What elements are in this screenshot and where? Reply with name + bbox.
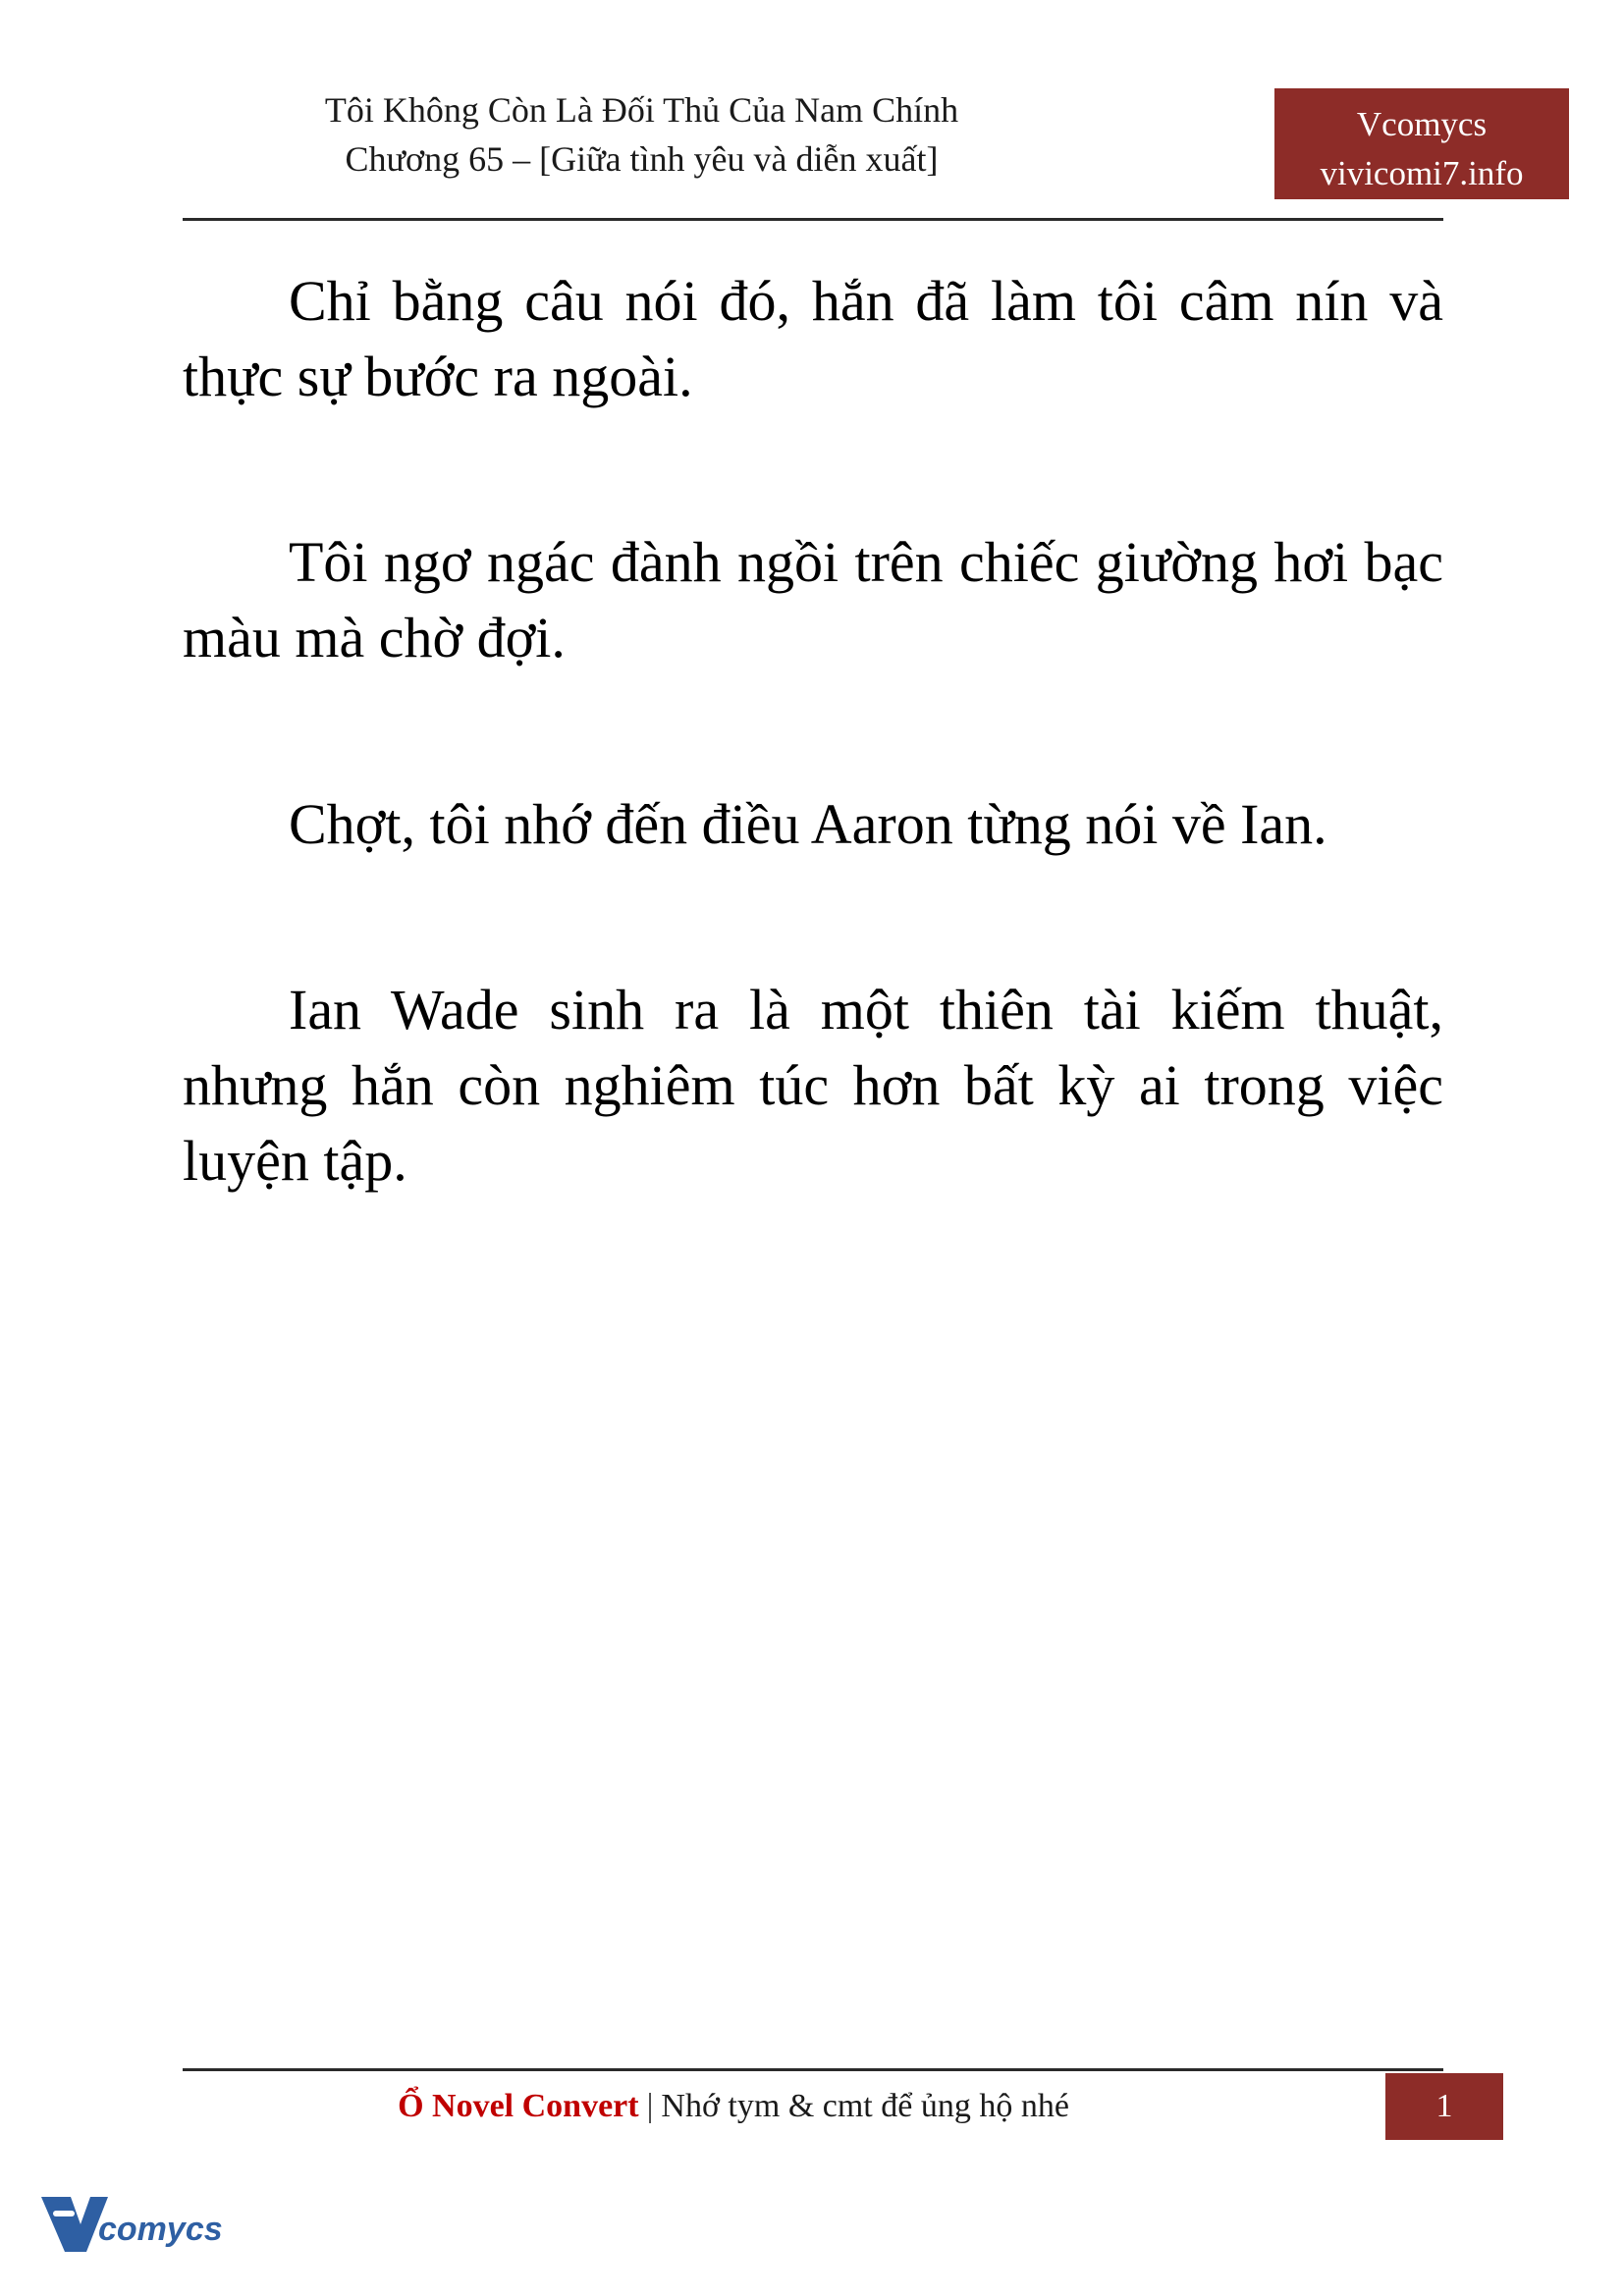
page-header — [183, 86, 1524, 214]
footer-credit — [183, 2073, 1284, 2140]
paragraph: Tôi ngơ ngác đành ngồi trên chiếc giường hơi bạc màu mà chờ đợi. — [183, 530, 1443, 670]
header-title-line-2: Chương 65 – [Giữa tình yêu và diễn xuất] — [345, 138, 939, 179]
vcomycs-watermark-logo — [37, 2191, 263, 2262]
footer-note: Nhớ tym & cmt để ủng hộ nhé — [661, 2088, 1069, 2124]
paragraph: Chợt, tôi nhớ đến điều Aaron từng nói về Ian. — [289, 791, 1327, 856]
footer-separator: | — [646, 2088, 654, 2124]
header-divider — [183, 218, 1443, 221]
header-title-line-1: Tôi Không Còn Là Đối Thủ Của Nam Chính — [324, 90, 959, 130]
paragraph: Ian Wade sinh ra là một thiên tài kiếm thuật, nhưng hắn còn nghiêm túc hơn bất kỳ ai trong việc luyện tập. — [183, 977, 1443, 1193]
site-badge — [1274, 88, 1569, 199]
header-title-block — [183, 86, 1101, 184]
footer-divider — [183, 2068, 1443, 2071]
site-badge-name: Vcomycs — [1356, 105, 1488, 143]
footer-brand: Ổ Novel Convert — [398, 2088, 639, 2124]
page-footer — [183, 2073, 1453, 2140]
paragraph: Chỉ bằng câu nói đó, hắn đã làm tôi câm nín và thực sự bước ra ngoài. — [183, 269, 1443, 409]
page-number-badge: 1 — [1385, 2073, 1503, 2140]
site-badge-url: vivicomi7.info — [1320, 153, 1524, 192]
page-content — [183, 263, 1443, 1199]
svg-text:comycs: comycs — [98, 2211, 223, 2248]
